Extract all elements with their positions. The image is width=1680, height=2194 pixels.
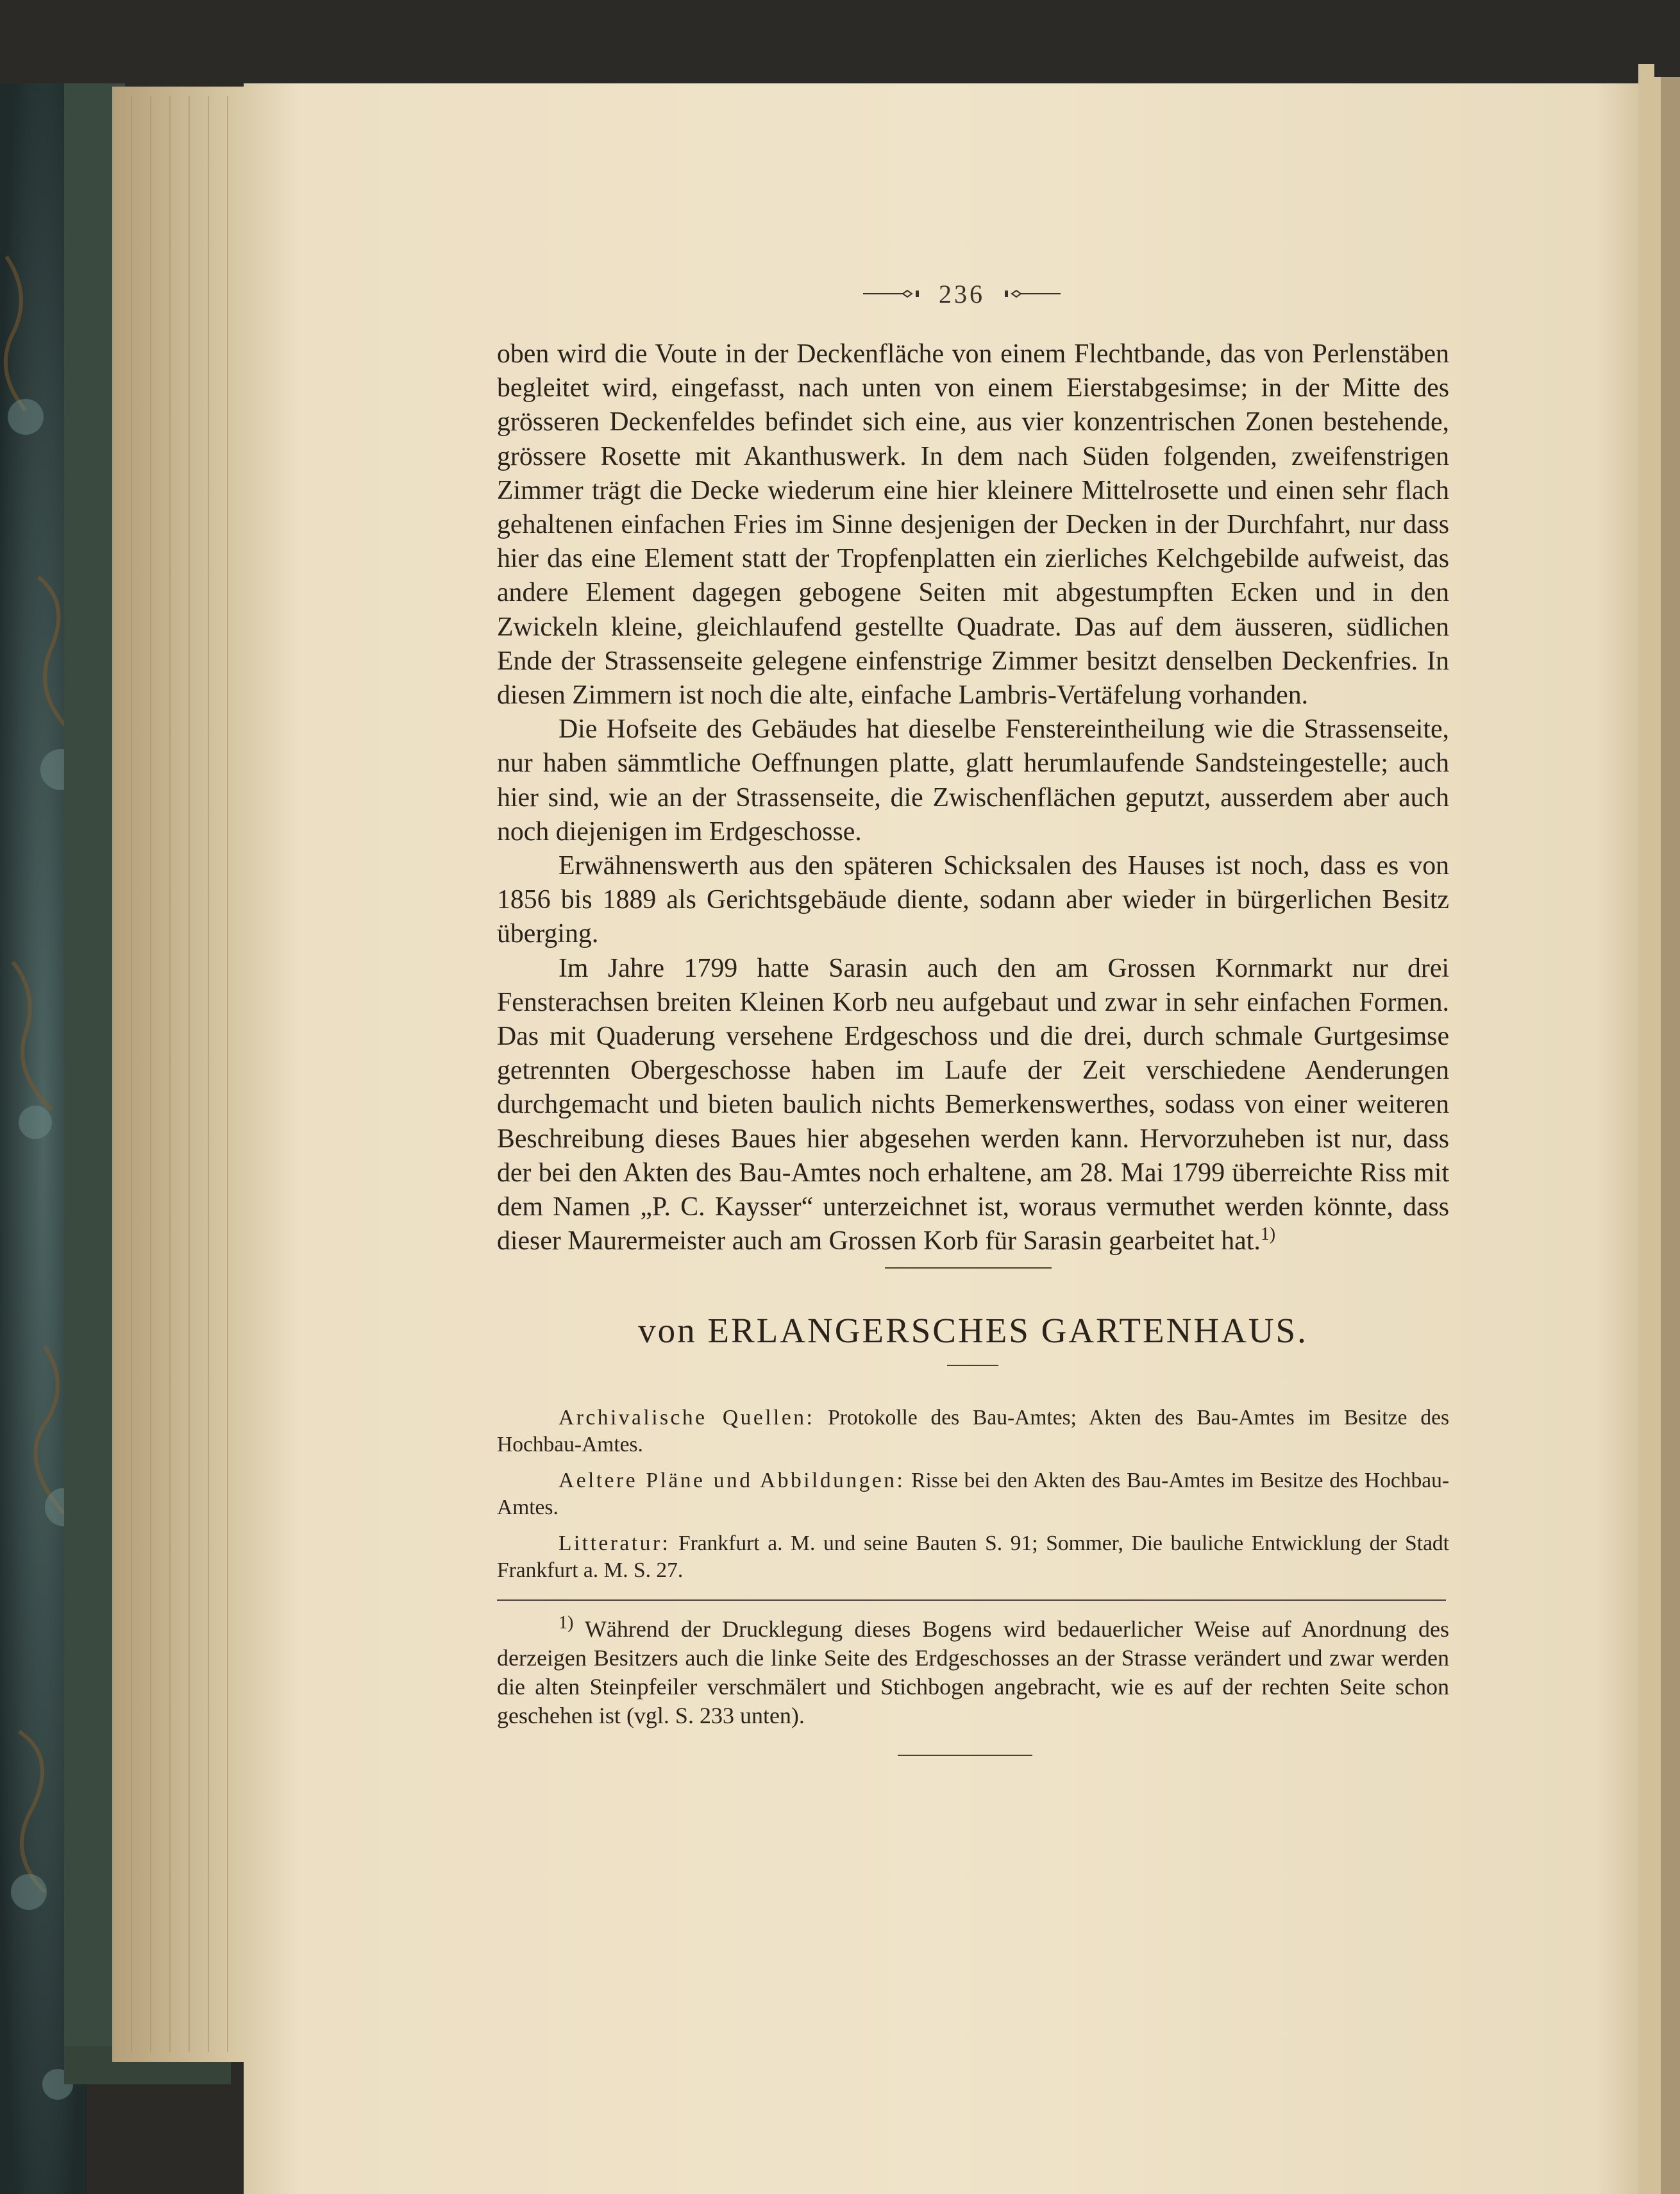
source-plans-text: Risse bei den Akten des Bau-Amtes im Besitze des Hochbau-Amtes. [497,1469,1449,1520]
section-divider-rule [885,1267,1052,1269]
body-paragraph-1: oben wird die Voute in der Deckenfläche von einem Flechtbande, das von Perlenstäben begleitet wird, eingefasst, nach unten von einem Eierstabgesimse; in der Mitte des grösseren Deckenfeldes befindet sich eine, aus vier konzentrischen Zonen bestehende, grössere Rosette mit Akanthuswerk. In dem nach Süden folgenden, zweifenstrigen Zimmer trägt die Decke wiederum eine hier kleinere Mittelrosette und einen sehr flach gehaltenen einfachen Fries im Sinne desjenigen der Decken in der Durchfahrt, nur dass hier das eine Element statt der Tropfenplatten ein zierliches Kelchgebilde aufweist, das andere Element dagegen gebogene Seiten mit abgestumpften Ecken und in den Zwickeln kleine, gleichlaufend gestellte Quadrate. Das auf dem äusseren, südlichen Ende der Strassenseite gelegene einfenstrige Zimmer besitzt denselben Deckenfries. In diesen Zimmern ist noch die alte, einfache Lambris-Vertäfelung vorhanden. [497,339,1449,711]
footnote [497,1615,1449,1730]
title-underline-rule [947,1365,998,1366]
source-literature [497,1530,1449,1584]
page-number: 236 [939,279,985,308]
body-paragraph-3: Erwähnenswerth aus den späteren Schicksalen des Hauses ist noch, dass es von 1856 bis 1889 als Gerichtsgebäude diente, sodann aber wieder in bürgerlichen Besitz überging. [497,851,1449,949]
footnote-text: Während der Drucklegung dieses Bogens wird bedauerlicher Weise auf Anordnung des derzeigen Besitzers auch die linke Seite des Erdgeschosses an der Strasse verändert und zwar werden die alten Steinpfeiler verschmälert und Stichbogen angebracht, wie es auf der rechten Seite schon geschehen ist (vgl. S. 233 unten). [497,1616,1449,1729]
body-paragraph-4-text: Im Jahre 1799 hatte Sarasin auch den am Grossen Kornmarkt nur drei Fensterachsen breiten Kleinen Korb neu aufgebaut und zwar in sehr einfachen Formen. Das mit Quaderung versehene Erdgeschoss und die drei, durch schmale Gurtgesimse getrennten Obergeschosse haben im Laufe der Zeit verschiedene Aenderungen durchgemacht und bieten baulich nichts Bemerkenswerthes, sodass von einer weiteren Beschreibung dieses Baues hier abgesehen werden kann. Hervorzuheben ist nur, dass der bei den Akten des Bau-Amtes noch erhaltene, am 28. Mai 1799 überreichte Riss mit dem Namen „P. C. Kaysser“ unterzeichnet ist, woraus vermuthet werden könnte, dass dieser Maurermeister auch am Grossen Korb für Sarasin gearbeitet hat. [497,953,1449,1256]
footnote-separator-rule [497,1599,1446,1601]
source-plans-label: Aeltere Pläne und Abbildungen: [559,1469,905,1493]
body-text [497,337,1449,1258]
source-literature-label: Litteratur: [559,1532,671,1556]
source-plans [497,1467,1449,1521]
page-content [497,276,1449,1756]
page-block-edge [112,87,250,2062]
sources-list [497,1405,1449,1584]
footnote-reference: 1) [1260,1224,1276,1245]
footnote-paragraph [497,1615,1449,1730]
footnote-marker: 1) [559,1613,574,1633]
source-archival-text: Protokolle des Bau-Amtes; Akten des Bau-Amtes im Besitze des Hochbau-Amtes. [497,1406,1449,1457]
source-literature-text: Frankfurt a. M. und seine Bauten S. 91; Sommer, Die bauliche Entwicklung der Stadt Frankfurt a. M. S. 27. [497,1532,1449,1583]
closing-rule [898,1755,1032,1756]
section-title: von ERLANGERSCHES GARTENHAUS. [638,1311,1308,1351]
body-paragraph-2: Die Hofseite des Gebäudes hat dieselbe Fenstereintheilung wie die Strassenseite, nur haben sämmtliche Oeffnungen platte, glatt herumlaufende Sandsteingestelle; auch hier sind, wie an der Strassenseite, die Zwischenflächen geputzt, ausserdem aber auch noch diejenigen im Erdgeschosse. [497,714,1449,847]
source-archival [497,1405,1449,1458]
body-paragraph-4 [497,952,1449,1259]
source-archival-label: Archivalische Quellen: [559,1406,815,1430]
